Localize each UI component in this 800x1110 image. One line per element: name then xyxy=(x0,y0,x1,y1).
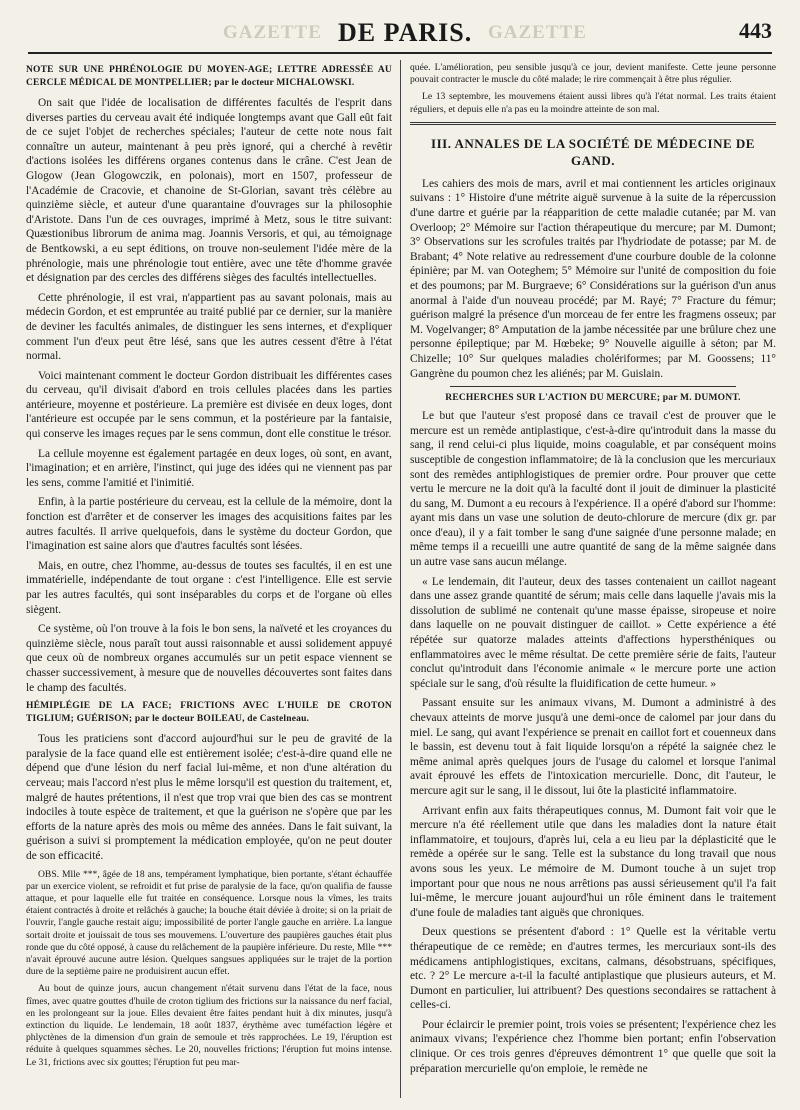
header-ghost-text-right: GAZETTE xyxy=(488,22,587,43)
paragraph: On sait que l'idée de localisation de différentes facultés de l'esprit dans diverses parties du cerveau avait été indiquée longtemps avant que Gall eût fait de ce sujet l'objet de recherches spéciales; l'auteur de cette note nous fait connaître un auteur, maintenant à peu près ignoré, qui a cherché à revêtir d'actions isolées les différens organes contenus dans le crâne. C'est Jean de Glogow (Jean Glogowczik, en polonais), mort en 1507, professeur de l'Académie de Cracovie, et chanoine de St-Glorian, savant très célèbre au quinzième siècle, et auteur d'une quarantaine d'ouvrages sur la philosophie d'Aristote. Dans l'un de ces ouvrages, imprimé à Metz, sous le titre suivant: Quæstionibus librorum de anima mag. Joannis Versoris, et qui, au témoignage de Bentkowski, a eu sept éditions, on trouve non-seulement l'idée mère de la phrénologie, mais une phrénologie tout entière, avec une tête d'homme gravée et désignation par des cercles des différens sièges des facultés intellectuelles. xyxy=(26,97,392,285)
header-title: DE PARIS. xyxy=(338,18,473,47)
paragraph: « Le lendemain, dit l'auteur, deux des tasses contenaient un caillot nageant dans une assez grande quantité de sérum; mais celle dans laquelle j'avais mis la dissolution de sublimé ne contenait qu'une masse épaisse, siropeuse et noire dans laquelle on ne pouvait distinguer de caillot. » Cette expérience a été répétée sur quatorze malades atteints d'affections hypersthéniques ou enflammatoires avec le même résultat. De cette première série de faits, l'auteur conclut qu'introduit dans l'économie animale « le mercure porte une action spéciale sur le sang, d'où résulte la fluidification de cette humeur. » xyxy=(410,575,776,690)
paragraph: Cette phrénologie, il est vrai, n'appartient pas au savant polonais, mais au médecin Gordon, et est empruntée au traité publié par ce dernier, sur la manière de deviner les facultés animales, de distinguer les sens internes, et d'expliquer comment l'un d'eux peut être lésé, sans que les autres cessent d'être à l'état normal. xyxy=(26,291,392,363)
paragraph: Mais, en outre, chez l'homme, au-dessus de toutes ses facultés, il en est une immatérielle, indépendante de tout organe : c'est l'intelligence. Elle est servie par les autres facultés, qui sont inséparables du corps et de l'organe où elles siègent. xyxy=(26,559,392,616)
right-column xyxy=(410,62,776,1098)
section-title: III. ANNALES DE LA SOCIÉTÉ DE MÉDECINE DE GAND. xyxy=(431,135,755,168)
paragraph: Arrivant enfin aux faits thérapeutiques connus, M. Dumont fait voir que le mercure n'a été réellement utile que dans les maladies dont la nature était inflammatoire, et toujours, d'après lui, cela a eu lieu par la déplasticité que le remède a opérée sur le sang. Telle est la substance du long travail que nous avons sous les yeux. Le mémoire de M. Dumont touche à un sujet trop important pour que nous ne nous arrêtions pas aussi sérieusement qu'il l'a fait lui-même, le mercure jouant aujourd'hui un rôle éminent dans le traitement d'une foule de maladies tant aiguës que chroniques. xyxy=(410,804,776,919)
header-rule xyxy=(28,52,772,54)
paragraph: La cellule moyenne est également partagée en deux loges, où sont, en avant, l'imagination; et en arrière, l'instinct, qui juge des idées qui ne viennent pas par les sens, comme l'amitié et l'inimitié. xyxy=(26,447,392,489)
article-heading-hemiplegia: HÉMIPLÉGIE DE LA FACE; FRICTIONS AVEC L'HUILE DE CROTON TIGLIUM; GUÉRISON; par le docteur BOILEAU, de Castelneau. xyxy=(26,701,392,725)
article-heading-mercury: RECHERCHES SUR L'ACTION DU MERCURE; par M. DUMONT. xyxy=(445,393,741,404)
left-column xyxy=(26,62,392,1098)
paragraph: Le but que l'auteur s'est proposé dans ce travail c'est de prouver que le mercure est un remède antiplastique, c'est-à-dire qu'introduit dans la masse du sang, il rend celui-ci plus liquide, moins coagulable, et par conséquent moins susceptible de congestion inflammatoire; de là la conclusion que les mercuriaux sont des remèdes antiphlogistiques de premier ordre. Pour prouver que cette vertu le mercure ne la doit qu'à la faculté dont il jouit de diminuer la plasticité du sang, M. Dumont a eu recours à l'expérience. Il a opéré d'abord sur l'homme: ayant mis dans un vase une solution de deuto-chlorure de mercure (dix gr. par once d'eau), il y a fait tomber le sang d'une saignée d'une personne malade; en même temps il a recueilli une autre quantité de sang de la même saignée dans un autre vase sans aucun mélange. xyxy=(410,410,776,569)
paragraph: Tous les praticiens sont d'accord aujourd'hui sur le peu de gravité de la paralysie de la face quand elle est entièrement isolée; c'est-à-dire quand elle ne dépend que d'une lésion du nerf facial lui-même, et non d'une altération du cerveau; mais l'accord n'est plus le même lorsqu'il est question du traitement, et, malgré de hautes prétentions, il n'est que trop vrai que bien des cas se montrent indociles à toute espèce de traitement, et que la guérison ne s'opère que par les efforts de la nature après des mois ou même des années. Dans le fait suivant, la guérison a suivi si promptement la médication employée, qu'on ne peut douter de son efficacité. xyxy=(26,733,392,862)
column-divider xyxy=(400,60,401,1098)
observation-continuation: quée. L'amélioration, peu sensible jusqu'à ce jour, devient manifeste. Cette jeune personne pouvait contracter le muscle du côté malade; le rire commençait à être plus régulier. xyxy=(410,62,776,86)
observation-paragraph: OBS. Mlle ***, âgée de 18 ans, tempérament lymphatique, bien portante, s'étant échauffée par un exercice violent, se refroidit et fut prise de paralysie de la face, qu'on qualifia de fausse attaque, et pour laquelle elle fut traitée en conséquence. Lorsque nous la vîmes, les traits étaient contractés à droite et relâchés à gauche; la bouche était déviée à droite; si on la priait de l'ouvrir, l'angle gauche restait aigu; impossibilité de porter l'angle gauche en arrière. La langue sortait droite et jouissait de tous ses mouvemens. L'ouverture des paupières gauches était plus ronde que du côté opposé, à cause du relâchement de la paupière inférieure. Du reste, Mlle *** n'avait éprouvé aucune autre lésion. Quelques sangsues appliquées sur le trajet de la portion dure de la septième paire ne produisirent aucun effet. xyxy=(26,868,392,978)
paragraph: Deux questions se présentent d'abord : 1° Quelle est la véritable vertu thérapeutique de ce remède; en d'autres termes, les mercuriaux sont-ils des médicamens antiphlogistiques, excitans, calmans, désobstruans, spécifiques, etc. ? 2° Le mercure a-t-il la faculté antiplastique que plusieurs auteurs, et M. Dumont en particulier, lui attribuent? Des questions secondaires se rattachent à celles-ci. xyxy=(410,926,776,1012)
paragraph: Enfin, à la partie postérieure du cerveau, est la cellule de la mémoire, dont la fonction est d'arrêter et de conserver les images des acquisitions faites par les autres facultés. Il arrive quelquefois, dans le système du docteur Gordon, que l'imagination est saine alors que d'autres facultés sont lésées. xyxy=(26,496,392,553)
article-heading-phrenology: NOTE SUR UNE PHRÉNOLOGIE DU MOYEN-AGE; LETTRE ADRESSÉE AU CERCLE MÉDICAL DE MONTPELLIER; par le docteur MICHALOWSKI. xyxy=(26,65,392,88)
separator-rule xyxy=(450,386,736,387)
paragraph: Ce système, où l'on trouve à la fois le bon sens, la naïveté et les croyances du quinzième siècle, nous paraît tout aussi raisonnable et aussi solidement appuyé que ceux où de nombreux organes accumulés sur un petit espace viennent se chasser successivement, à mesure que de nouvelles découvertes sont faites dans le champ des facultés. xyxy=(26,623,392,694)
paragraph: Passant ensuite sur les animaux vivans, M. Dumont a administré à des chevaux atteints de morve jusqu'à une demi-once de calomel par jour dans du miel. Le sang, qui avant l'expérience se prenait en caillot fort et couenneux dans le bassin, est devenu tout à fait liquide lorsqu'on a répété la saignée chez le même animal après quelques jours de l'usage du calomel et lorsque l'animal avait éprouvé les effets de l'intoxication mercurielle. Donc, dit l'auteur, le mercure agit sur le sang, il le dissout, lui ôte la plasticité inflammatoire. xyxy=(410,697,776,797)
header-ghost-text-left: GAZETTE xyxy=(223,22,322,43)
paragraph: Les cahiers des mois de mars, avril et mai contiennent les articles originaux suivans : 1° Histoire d'une métrite aiguë survenue à la suite de la répercussion d'une dartre et guérie par la réapparition de cette maladie cutanée; par M. van Overloop; 2° Mémoire sur l'action thérapeutique du mercure; par M. Dumont; 3° Observations sur les scrofules traités par l'hydriodate de potasse; par M. de Brabant; 4° Note relative au redressement d'une courbure double de la colonne épinière; par M. van Ooteghem; 5° Mémoire sur l'unité de composition du foie et des poumons; par M. Burgraeve; 6° Considérations sur la guérison d'un anus anormal à l'aide d'un nouveau procédé; par M. Rayé; 7° Fracture du fémur; guérison malgré la présence d'un morceau de fer entre les fragmens osseux; par M. Vogelvanger; 8° Amputation de la jambe nécessitée par une brûlure chez une personne épileptique; par M. Hœbeke; 9° Nouvelle aiguille à séton; par M. Chizelle; 10° Sur quelques maladies cholériformes; par M. Goossens; 11° Gangrène du poumon chez les aliénés; par M. Guislain. xyxy=(410,177,776,380)
section-rule xyxy=(410,122,776,125)
page-header xyxy=(28,12,772,54)
page-number: 443 xyxy=(739,18,772,43)
paragraph: Voici maintenant comment le docteur Gordon distribuait les différentes cases du cerveau, qu'il divisait d'abord en trois cellules placées dans les parties antérieure, moyenne et postérieure. La première est divisée en deux loges, dont l'antérieure est occupée par le sens commun, et la postérieure par la fantaisie, qui conserve les images reçues par le sens commun, dont elle constitue le trésor. xyxy=(26,369,392,441)
paragraph: Pour éclaircir le premier point, trois voies se présentent; l'expérience chez les animaux vivans; l'expérience chez l'homme bien portant; enfin l'observation clinique. Or ces trois genres d'épreuves démontrent 1° que quelle que soit la préparation mercurielle qu'on emploie, le remède ne xyxy=(410,1018,776,1075)
observation-paragraph: Au bout de quinze jours, aucun changement n'était survenu dans l'état de la face, nous fîmes, avec quatre gouttes d'huile de croton tiglium des frictions sur la naissance du nerf facial, en les prolongeant sur la joue. Elles devaient être faites pendant huit à dix minutes, jusqu'à extinction du liquide. Le lendemain, 18 août 1837, érythème avec tuméfaction légère et phlyctènes de la dimension d'un grain de semoule et très rapprochées. Le 19, l'éruption est réduite à quelques squammes sèches. Le 20, nouvelles frictions; l'éruption fut moins intense. Le 31, frictions avec six gouttes; l'éruption fut peu mar- xyxy=(26,983,392,1068)
observation-paragraph: Le 13 septembre, les mouvemens étaient aussi libres qu'à l'état normal. Les traits étaient réguliers, et depuis elle n'a pas eu la moindre atteinte de son mal. xyxy=(410,91,776,115)
